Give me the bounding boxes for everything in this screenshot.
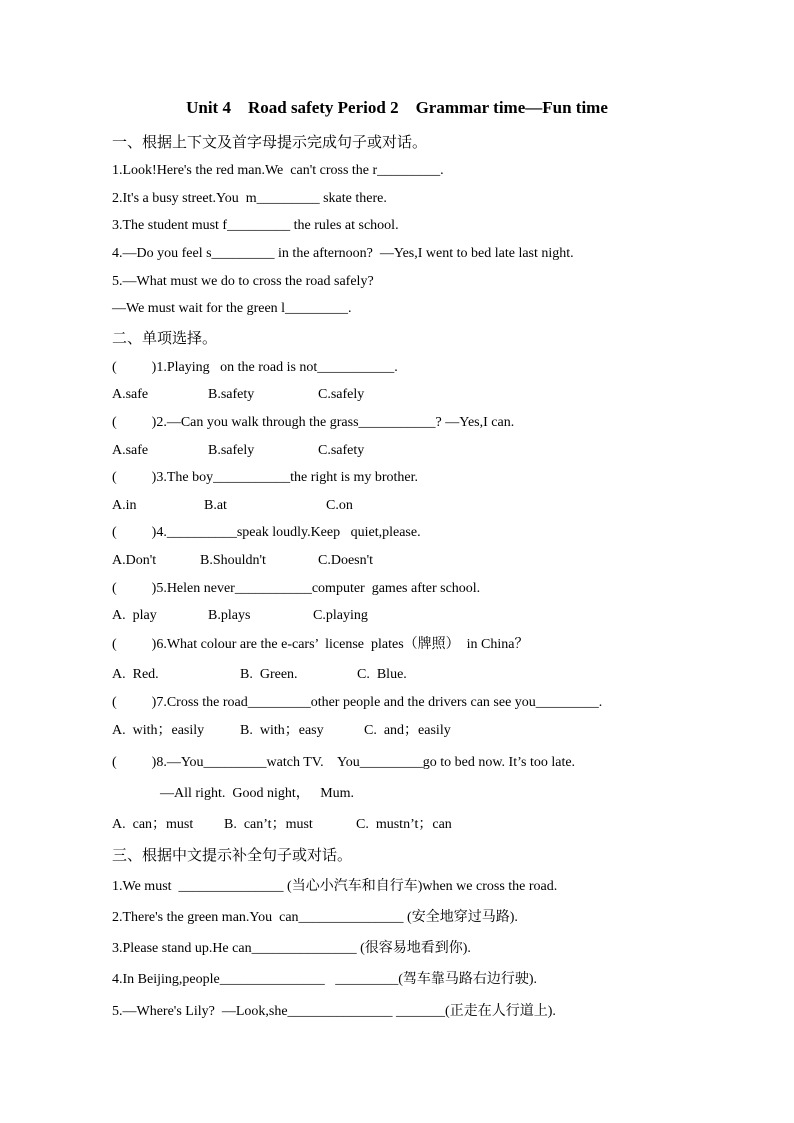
q2-option-a: A.safe [112, 443, 149, 458]
section3-item-2: 2.There's the green man.You can_______________ (安全地穿过马路). [112, 910, 518, 925]
section1-item-2: 2.It's a busy street.You m_________ skate there. [112, 191, 387, 206]
q6-option-a: A. Red. [112, 667, 159, 682]
question-8: ( )8.—You_________watch TV. You_________go to bed now. It’s too late. [112, 755, 576, 770]
section1-item-3: 3.The student must f_________ the rules at school. [112, 218, 399, 233]
q4-option-c: C.Doesn't [318, 553, 374, 568]
q1-option-a: A.safe [112, 387, 149, 402]
section3-item-3: 3.Please stand up.He can_______________ (很容易地看到你). [112, 941, 471, 956]
q3-option-c: C.on [326, 498, 353, 513]
question-3: ( )3.The boy___________the right is my brother. [112, 470, 419, 485]
q3-option-b: B.at [204, 498, 227, 513]
section1-item-5: 5.—What must we do to cross the road safely? [112, 274, 374, 289]
section2-heading: 二、单项选择。 [112, 329, 218, 347]
q5-option-c: C.playing [313, 608, 368, 623]
q7-option-c: C. and；easily [364, 723, 451, 738]
q8-option-a: A. can；must [112, 817, 194, 832]
q6-option-b: B. Green. [240, 667, 298, 682]
q6-option-c: C. Blue. [357, 667, 407, 682]
q2-option-c: C.safety [318, 443, 365, 458]
question-7: ( )7.Cross the road_________other people and the drivers can see you_________. [112, 695, 603, 710]
page-title: Unit 4 Road safety Period 2 Grammar time—Fun time [186, 98, 608, 117]
q5-option-a: A. play [112, 608, 157, 623]
section3-item-1: 1.We must _______________ (当心小汽车和自行车)when we cross the road. [112, 879, 558, 894]
q8-option-c: C. mustn’t；can [356, 817, 452, 832]
section1-heading: 一、根据上下文及首字母提示完成句子或对话。 [112, 133, 428, 151]
q7-option-a: A. with；easily [112, 723, 205, 738]
question-5: ( )5.Helen never___________computer games after school. [112, 581, 481, 596]
q4-option-a: A.Don't [112, 553, 157, 568]
q5-option-b: B.plays [208, 608, 251, 623]
question-1: ( )1.Playing on the road is not___________. [112, 360, 398, 375]
section1-item-1: 1.Look!Here's the red man.We can't cross the r_________. [112, 163, 444, 178]
question-4: ( )4.__________speak loudly.Keep quiet,please. [112, 525, 421, 540]
section3-item-5: 5.—Where's Lily? —Look,she_______________ _______(正走在人行道上). [112, 1004, 556, 1019]
question-6: ( )6.What colour are the e-cars’ license plates（牌照） in China？ [112, 637, 529, 652]
q4-option-b: B.Shouldn't [200, 553, 266, 568]
section1-item-5-answer: —We must wait for the green l_________. [112, 301, 352, 316]
q1-option-c: C.safely [318, 387, 365, 402]
section3-item-4: 4.In Beijing,people_______________ _________(驾车靠马路右边行驶). [112, 972, 538, 987]
section3-heading: 三、根据中文提示补全句子或对话。 [112, 846, 353, 864]
q3-option-a: A.in [112, 498, 137, 513]
section1-item-4: 4.—Do you feel s_________ in the afternoon? —Yes,I went to bed late last night. [112, 246, 574, 261]
q1-option-b: B.safety [208, 387, 255, 402]
q8-option-b: B. can’t；must [224, 817, 313, 832]
q2-option-b: B.safely [208, 443, 255, 458]
question-8-reply: —All right. Good night， Mum. [160, 786, 355, 801]
q7-option-b: B. with；easy [240, 723, 324, 738]
question-2: ( )2.—Can you walk through the grass___________? —Yes,I can. [112, 415, 515, 430]
